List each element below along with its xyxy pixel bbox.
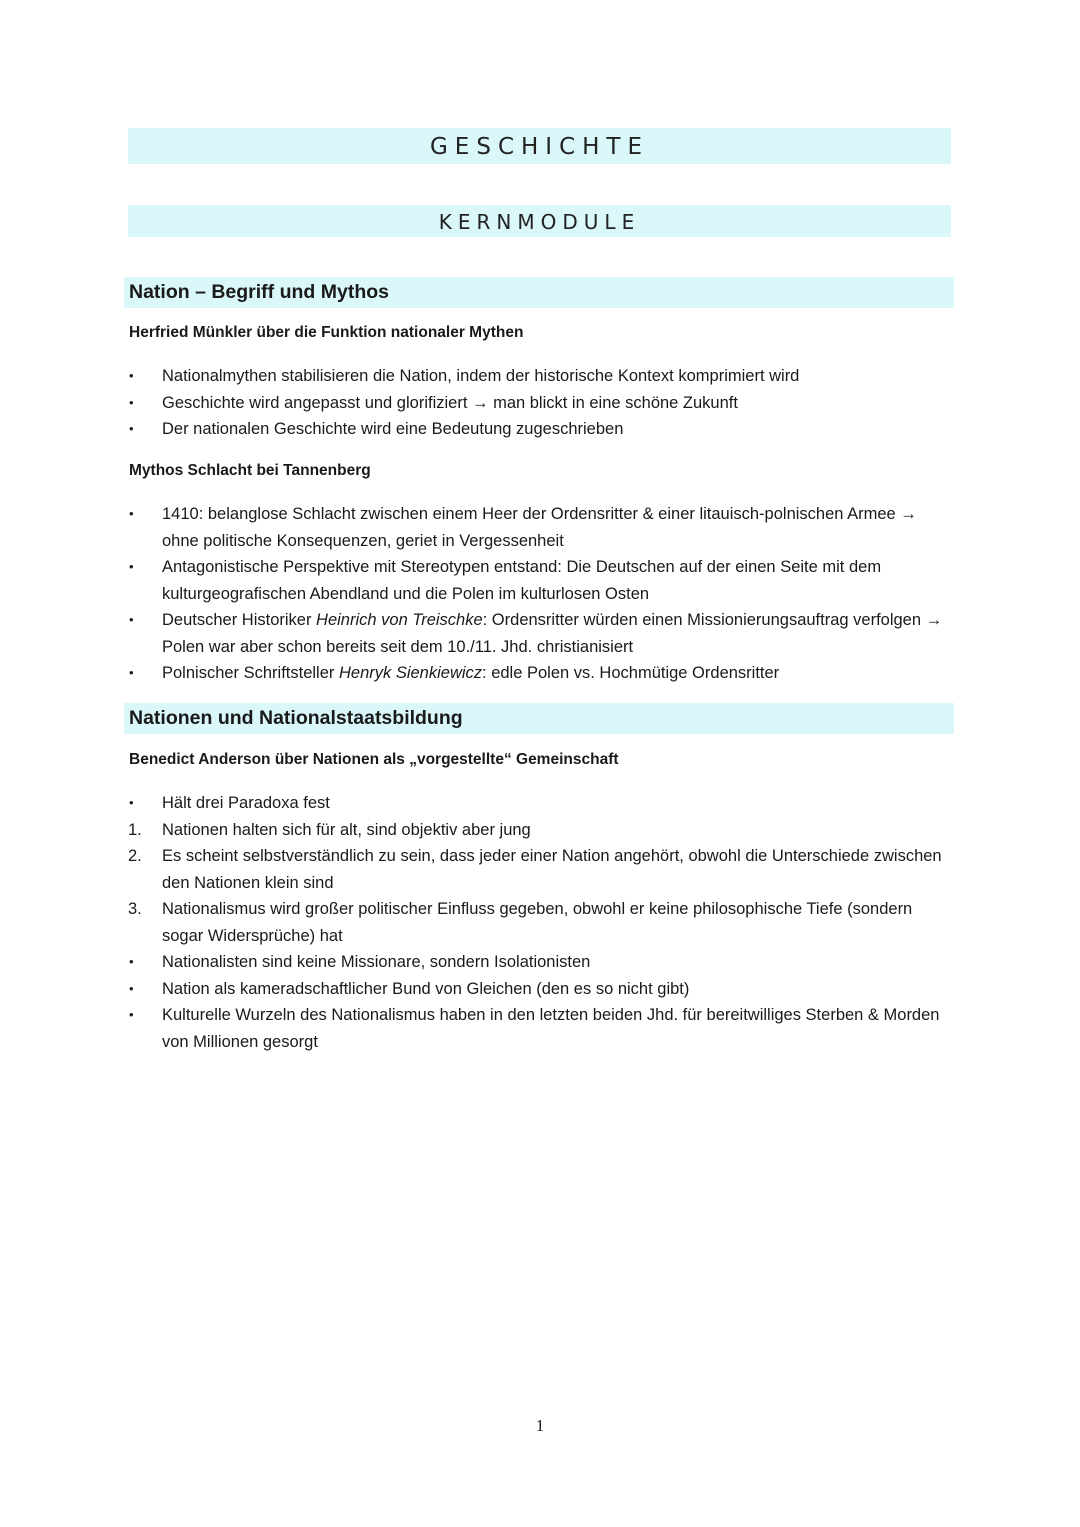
list-item-text: Geschichte wird angepasst und glorifiziert → man blickt in eine schöne Zukunft xyxy=(162,393,738,412)
document-title: GESCHICHTE xyxy=(429,134,650,160)
section-heading-nationalstaatsbildung: Nationen und Nationalstaatsbildung xyxy=(124,703,954,734)
list-item xyxy=(128,390,958,417)
bullet-marker: • xyxy=(129,665,134,680)
writer-name: Henryk Sienkiewicz xyxy=(338,664,483,682)
list-item-text-part: : Ordensritter würden einen Missionierungsauftrag verfolgen → Polen war aber schon bereits seit dem 10./11. Jhd. christianisiert xyxy=(162,611,943,656)
list-item xyxy=(128,790,958,817)
list-item-text xyxy=(162,664,779,682)
list-item xyxy=(128,607,958,660)
list-item xyxy=(128,896,958,949)
number-marker: 2. xyxy=(128,847,142,865)
list-item-text xyxy=(162,611,942,656)
bullet-marker: • xyxy=(129,980,134,996)
list-item-text-part: Deutscher Historiker xyxy=(162,611,317,629)
document-subtitle-band xyxy=(128,205,951,237)
list-item xyxy=(128,817,958,844)
list-item-text: 1410: belanglose Schlacht zwischen einem Heer der Ordensritter & einer litauisch-polnischen Armee → ohne politische Konsequenzen, geriet in Vergessenheit xyxy=(162,505,917,550)
subheading-muenkler: Herfried Münkler über die Funktion nationaler Mythen xyxy=(129,324,524,341)
list-item-text: Nationalmythen stabilisieren die Nation, indem der historische Kontext komprimiert wird xyxy=(162,367,800,385)
list-item-text: Der nationalen Geschichte wird eine Bedeutung zugeschrieben xyxy=(162,420,624,438)
number-marker: 3. xyxy=(128,900,142,918)
list-item-text: Nationalisten sind keine Missionare, sondern Isolationisten xyxy=(162,953,591,971)
number-marker: 1. xyxy=(128,820,142,839)
bullet-marker: • xyxy=(129,506,134,521)
subheading-tannenberg: Mythos Schlacht bei Tannenberg xyxy=(129,462,371,479)
list-item xyxy=(128,843,958,896)
bullet-marker: • xyxy=(129,954,134,969)
list-item xyxy=(128,976,958,1003)
list-anderson xyxy=(128,790,958,1055)
document-title-band xyxy=(128,128,951,164)
historian-name: Heinrich von Treischke xyxy=(316,611,483,629)
bullet-list-tannenberg xyxy=(128,501,958,687)
bullet-marker: • xyxy=(129,394,134,410)
subheading-anderson: Benedict Anderson über Nationen als „vorgestellte“ Gemeinschaft xyxy=(129,751,619,768)
list-item-text: Antagonistische Perspektive mit Stereotypen entstand: Die Deutschen auf der einen Seite mit dem kulturgeografischen Abendland und die Polen im kulturlosen Osten xyxy=(162,558,882,603)
list-item-text: Hält drei Paradoxa fest xyxy=(162,794,330,812)
list-item xyxy=(128,1002,958,1055)
bullet-list-muenkler xyxy=(128,363,958,443)
bullet-marker: • xyxy=(129,368,134,383)
list-item xyxy=(128,949,958,976)
section-heading-nation-begriff-mythos: Nation – Begriff und Mythos xyxy=(124,277,954,308)
list-item xyxy=(128,501,958,554)
list-item-text-part: Polnischer Schriftsteller xyxy=(162,664,339,682)
list-item xyxy=(128,660,958,687)
list-item xyxy=(128,416,958,443)
bullet-marker: • xyxy=(129,612,134,627)
list-item-text: Kulturelle Wurzeln des Nationalismus haben in den letzten beiden Jhd. für bereitwilliges Sterben & Morden von Millionen gesorgt xyxy=(162,1006,940,1051)
list-item-text: Nationen halten sich für alt, sind objektiv aber jung xyxy=(162,820,531,839)
list-item xyxy=(128,363,958,390)
bullet-marker: • xyxy=(129,421,134,436)
list-item xyxy=(128,554,958,607)
bullet-marker: • xyxy=(129,1007,134,1022)
bullet-marker: • xyxy=(129,559,134,574)
list-item-text: Es scheint selbstverständlich zu sein, dass jeder einer Nation angehört, obwohl die Unterschiede zwischen den Nationen klein sind xyxy=(162,847,942,892)
document-subtitle: KERNMODULE xyxy=(438,210,641,234)
page-number: 1 xyxy=(535,1416,545,1435)
bullet-marker: • xyxy=(129,795,134,810)
list-item-text: Nationalismus wird großer politischer Einfluss gegeben, obwohl er keine philosophische Tiefe (sondern sogar Widersprüche) hat xyxy=(162,900,913,945)
list-item-text: Nation als kameradschaftlicher Bund von Gleichen (den es so nicht gibt) xyxy=(162,979,690,998)
list-item-text-part: : edle Polen vs. Hochmütige Ordensritter xyxy=(482,664,780,682)
